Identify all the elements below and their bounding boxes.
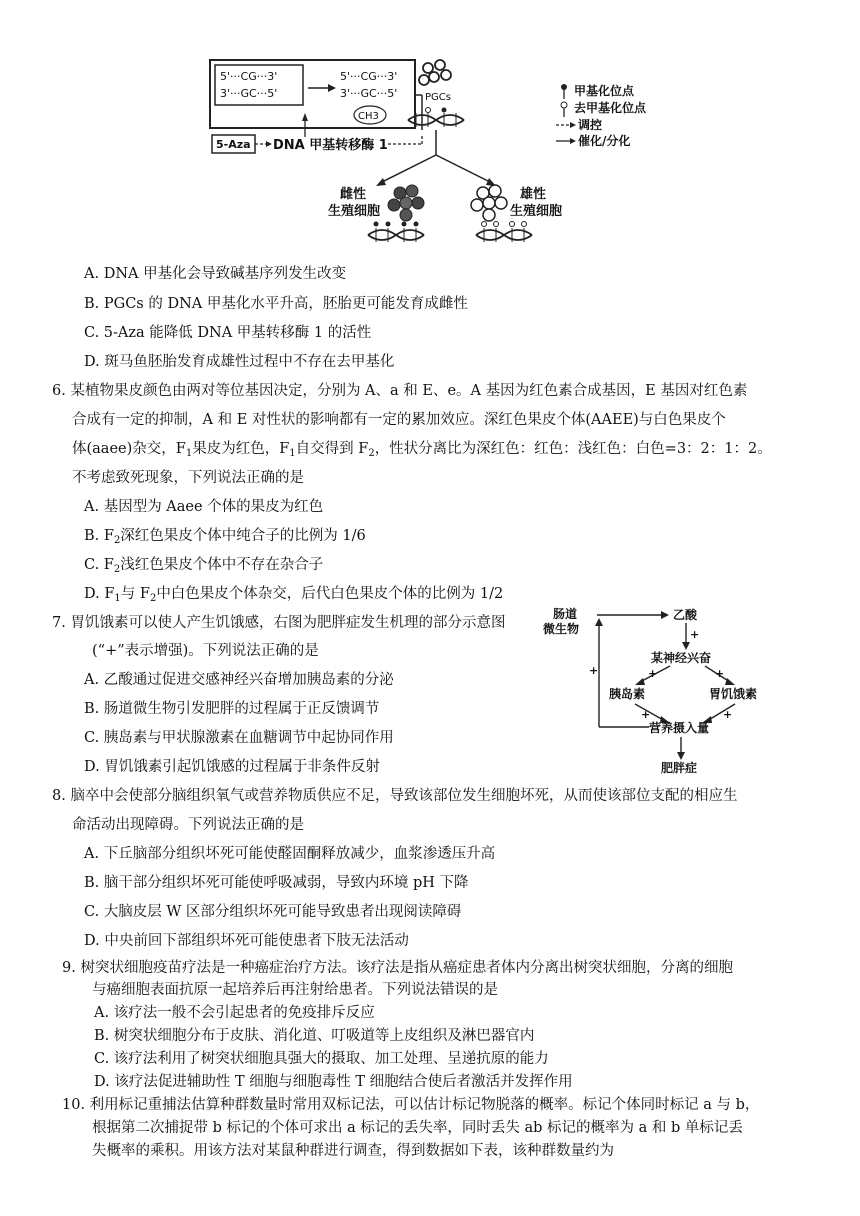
node-nerve: 某神经兴奋 bbox=[651, 651, 712, 665]
q9-option-a: A. 该疗法一般不会引起患者的免疫排斥反应 bbox=[94, 1005, 375, 1021]
q8-option-a: A. 下丘脑部分组织坏死可能使醛固酮释放减少，血浆渗透压升高 bbox=[84, 846, 496, 862]
q6-option-c: C. $F_2$浅红色果皮个体中不存在杂合子 bbox=[84, 557, 324, 575]
q6-option-d: D. $F_1$与 $F_2$中白色果皮个体杂交，后代白色果皮个体的比例为 1/2 bbox=[84, 586, 504, 604]
enzyme-label: DNA 甲基转移酶 1 bbox=[273, 138, 388, 153]
male-cell-cluster bbox=[471, 185, 507, 221]
node-obesity: 肥胖症 bbox=[661, 761, 698, 775]
diagram-legend bbox=[556, 83, 647, 148]
q6-stem-line1: 6. 某植物果皮颜色由两对等位基因决定，分别为 A、a 和 E、e。A 基因为红色素合成基因，E 基因对红色素 bbox=[52, 383, 748, 399]
q10-stem-line2: 根据第二次捕捉带 b 标记的个体可求出 a 标记的丢失率，同时丢失 ab 标记的概率为 a 和 b 单标记丢 bbox=[92, 1120, 743, 1136]
node-acetic-acid: 乙酸 bbox=[673, 608, 698, 622]
box-seq-top-left: 5'···CG···3' bbox=[220, 70, 278, 83]
female-cell-cluster bbox=[388, 185, 424, 221]
q9-stem-line1: 9. 树突状细胞疫苗疗法是一种癌症治疗方法。该疗法是指从癌症患者体内分离出树突状细胞，分离的细胞 bbox=[62, 960, 733, 976]
node-gut-microbe-1: 肠道 bbox=[553, 607, 578, 621]
q7-option-d: D. 胃饥饿素引起饥饿感的过程属于非条件反射 bbox=[84, 759, 380, 775]
plus-sign: + bbox=[641, 708, 651, 721]
aza-label: 5-Aza bbox=[216, 138, 251, 151]
q8-stem-line2: 命活动出现障碍。下列说法正确的是 bbox=[72, 817, 304, 833]
q7-stem-line2: (“+”表示增强)。下列说法正确的是 bbox=[92, 643, 319, 659]
plus-sign: + bbox=[723, 708, 733, 721]
pgcs-cell-cluster bbox=[419, 60, 451, 85]
plus-sign: + bbox=[648, 667, 658, 680]
legend-regulate: 调控 bbox=[578, 118, 603, 132]
plus-sign: + bbox=[589, 664, 599, 677]
q8-stem-line1: 8. 脑卒中会使部分脑组织氧气或营养物质供应不足，导致该部位发生细胞坏死，从而使该部位支配的相应生 bbox=[52, 788, 738, 804]
q8-option-b: B. 脑干部分组织坏死可能使呼吸减弱，导致内环境 pH 下降 bbox=[84, 875, 469, 891]
box-seq-bot-left: 3'···GC···5' bbox=[220, 87, 278, 100]
node-nutrient-intake: 营养摄入量 bbox=[649, 721, 710, 735]
male-dna-helix bbox=[476, 222, 532, 243]
q8-option-d: D. 中央前回下部组织坏死可能使患者下肢无法活动 bbox=[84, 933, 409, 949]
q9-option-b: B. 树突状细胞分布于皮肤、消化道、叮吸道等上皮组织及淋巴器官内 bbox=[94, 1028, 535, 1044]
male-label-2: 生殖细胞 bbox=[510, 204, 563, 219]
q6-option-a: A. 基因型为 Aaee 个体的果皮为红色 bbox=[84, 499, 324, 515]
node-insulin: 胰岛素 bbox=[609, 687, 646, 701]
male-label-1: 雄性 bbox=[520, 187, 547, 202]
pgcs-dna-helix bbox=[408, 108, 464, 128]
plus-sign: + bbox=[690, 628, 700, 641]
q5-option-d: D. 斑马鱼胚胎发育成雄性过程中不存在去甲基化 bbox=[84, 354, 395, 370]
q7-option-b: B. 肠道微生物引发肥胖的过程属于正反馈调节 bbox=[84, 701, 380, 717]
female-label-1: 雌性 bbox=[340, 187, 367, 202]
q8-option-c: C. 大脑皮层 W 区部分组织坏死可能导致患者出现阅读障碍 bbox=[84, 904, 462, 920]
q6-stem-line4: 不考虑致死现象，下列说法正确的是 bbox=[72, 470, 304, 486]
q7-stem-line1: 7. 胃饥饿素可以使人产生饥饿感，右图为肥胖症发生机理的部分示意图 bbox=[52, 615, 506, 631]
q9-option-c: C. 该疗法利用了树突状细胞具强大的摄取、加工处理、呈递抗原的能力 bbox=[94, 1051, 549, 1067]
q10-stem-line3: 失概率的乘积。用该方法对某鼠种群进行调查，得到数据如下表，该种群数量约为 bbox=[92, 1143, 614, 1159]
q5-option-b: B. PGCs 的 DNA 甲基化水平升高，胚胎更可能发育成雌性 bbox=[84, 296, 468, 312]
q10-stem-line1: 10. 利用标记重捕法估算种群数量时常用双标记法，可以估计标记物脱落的概率。标记个体同时标记 a 与 b， bbox=[62, 1097, 760, 1113]
node-gut-microbe-2: 微生物 bbox=[543, 622, 580, 636]
q6-stem-line3: 体(aaee)杂交，$F_1$果皮为红色，$F_1$自交得到 $F_2$，性状分离比为深红色：红色：浅红色：白色=3：2：1：2。 bbox=[72, 441, 772, 459]
q6-stem-line2: 合成有一定的抑制，A 和 E 对性状的影响都有一定的累加效应。深红色果皮个体(AAEE)与白色果皮个 bbox=[72, 412, 726, 428]
box-seq-bot-right: 3'···GC···5' bbox=[340, 87, 398, 100]
box-seq-top-right: 5'···CG···3' bbox=[340, 70, 398, 83]
female-dna-helix bbox=[368, 222, 424, 243]
obesity-mechanism-diagram bbox=[535, 604, 780, 779]
q7-option-c: C. 胰岛素与甲状腺激素在血糖调节中起协同作用 bbox=[84, 730, 394, 746]
node-ghrelin: 胃饥饿素 bbox=[709, 687, 758, 701]
q7-option-a: A. 乙酸通过促进交感神经兴奋增加胰岛素的分泌 bbox=[84, 672, 394, 688]
legend-catalyze: 催化/分化 bbox=[578, 134, 631, 148]
q9-stem-line2: 与癌细胞表面抗原一起培养后再注射给患者。下列说法错误的是 bbox=[92, 982, 498, 998]
methylation-diagram bbox=[200, 55, 670, 255]
legend-demethyl: 去甲基化位点 bbox=[574, 101, 647, 115]
ch3-label: CH3 bbox=[358, 111, 379, 122]
female-label-2: 生殖细胞 bbox=[328, 204, 381, 219]
pgcs-label: PGCs bbox=[425, 92, 451, 103]
q9-option-d: D. 该疗法促进辅助性 T 细胞与细胞毒性 T 细胞结合使后者激活并发挥作用 bbox=[94, 1074, 573, 1090]
legend-methyl: 甲基化位点 bbox=[574, 84, 635, 98]
q5-option-c: C. 5-Aza 能降低 DNA 甲基转移酶 1 的活性 bbox=[84, 325, 372, 341]
q5-option-a: A. DNA 甲基化会导致碱基序列发生改变 bbox=[84, 266, 347, 282]
q6-option-b: B. $F_2$深红色果皮个体中纯合子的比例为 1/6 bbox=[84, 528, 366, 546]
plus-sign: + bbox=[715, 667, 725, 680]
